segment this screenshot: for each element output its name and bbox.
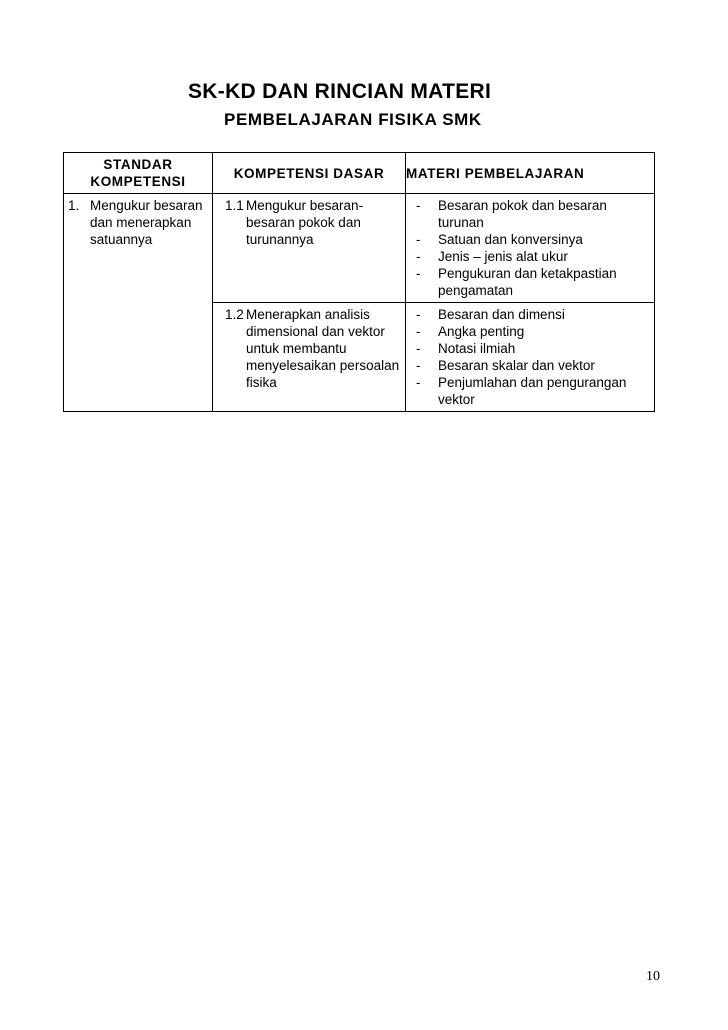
list-item: - Angka penting <box>416 324 525 339</box>
list-item: - Penjumlahan dan pengurangan vektor <box>416 375 627 407</box>
standar-text: Mengukur besaran dan menerapkan satuannya <box>90 198 203 247</box>
materi-list <box>406 303 654 411</box>
sub-title: PEMBELAJARAN FISIKA SMK <box>224 110 482 129</box>
list-item: - Besaran pokok dan besaran turunan <box>416 198 607 230</box>
curriculum-table <box>63 152 655 412</box>
materi-cell <box>406 194 655 303</box>
standar-kompetensi-cell <box>64 194 213 412</box>
document-title <box>0 80 728 130</box>
kd-number: 1.2 <box>225 307 244 322</box>
list-item: - Besaran skalar dan vektor <box>416 358 595 373</box>
table-header-row <box>64 153 655 194</box>
header-kompetensi-dasar: KOMPETENSI DASAR <box>213 153 406 194</box>
table-row <box>64 194 655 303</box>
kompetensi-dasar-cell <box>213 194 406 303</box>
list-item: - Satuan dan konversinya <box>416 232 583 247</box>
materi-cell <box>406 303 655 412</box>
header-materi-pembelajaran: MATERI PEMBELAJARAN <box>406 153 655 194</box>
materi-list <box>406 194 654 302</box>
standar-number: 1. <box>68 198 80 213</box>
list-item: - Besaran dan dimensi <box>416 307 565 322</box>
kompetensi-dasar-cell <box>213 303 406 412</box>
list-item: - Jenis – jenis alat ukur <box>416 249 568 264</box>
kd-text: Mengukur besaran-besaran pokok dan turunannya <box>246 198 364 247</box>
main-title: SK-KD DAN RINCIAN MATERI <box>188 80 492 103</box>
kd-number: 1.1 <box>225 198 244 213</box>
page-number: 10 <box>646 969 660 984</box>
header-standar-kompetensi: STANDAR KOMPETENSI <box>64 153 213 194</box>
list-item: - Pengukuran dan ketakpastian pengamatan <box>416 266 617 298</box>
kd-text: Menerapkan analisis dimensional dan vektor untuk membantu menyelesaikan persoalan fisika <box>246 307 400 390</box>
list-item: - Notasi ilmiah <box>416 341 516 356</box>
